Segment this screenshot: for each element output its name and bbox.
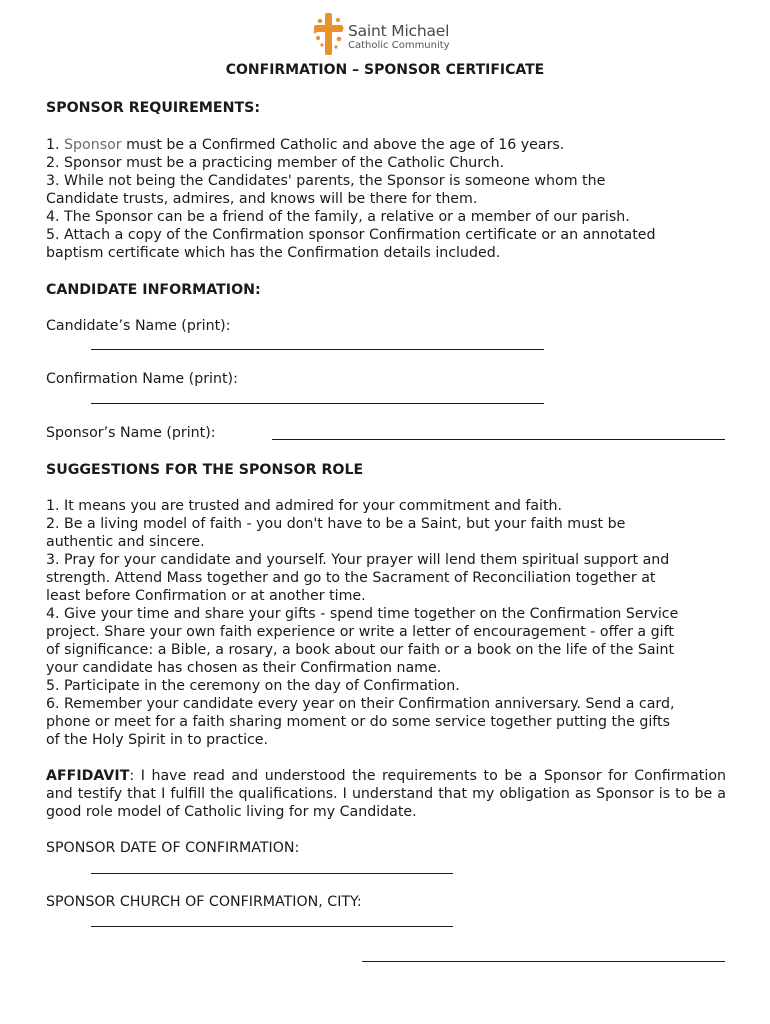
confirmation-name-label: Confirmation Name (print): (46, 371, 238, 387)
requirement-1-text: must be a Confirmed Catholic and above the age of 16 years. (121, 137, 565, 153)
suggestion-line: least before Confirmation or at another time. (46, 588, 366, 604)
date-of-confirmation-label: SPONSOR DATE OF CONFIRMATION: (46, 840, 300, 856)
affidavit-text: : I have read and understood the requirements to be a Sponsor for Confirmation and testify that I fulfill the qualifications. I understand that my obligation as Sponsor is to be a good role model of Catholic living for my Candidate. (46, 768, 726, 820)
suggestion-line: 2. Be a living model of faith - you don't have to be a Saint, but your faith must be (46, 516, 626, 532)
candidate-name-field[interactable] (91, 349, 544, 350)
requirement-line: 5. Attach a copy of the Confirmation sponsor Confirmation certificate or an annotated (46, 227, 656, 243)
suggestion-line: phone or meet for a faith sharing moment or do some service together putting the gifts (46, 714, 670, 730)
requirement-line: Candidate trusts, admires, and knows will be there for them. (46, 191, 478, 207)
affidavit-paragraph (46, 767, 726, 821)
church-of-confirmation-label: SPONSOR CHURCH OF CONFIRMATION, CITY: (46, 894, 362, 910)
candidate-name-label: Candidate’s Name (print): (46, 318, 231, 334)
logo-subtitle: Catholic Community (348, 40, 450, 51)
suggestion-line: 5. Participate in the ceremony on the day of Confirmation. (46, 678, 460, 694)
suggestion-line: 6. Remember your candidate every year on their Confirmation anniversary. Send a card, (46, 696, 675, 712)
affidavit-label: AFFIDAVIT (46, 768, 130, 784)
confirmation-name-field[interactable] (91, 403, 544, 404)
requirement-line: 4. The Sponsor can be a friend of the family, a relative or a member of our parish. (46, 209, 630, 225)
sponsor-name-field[interactable] (272, 439, 725, 440)
church-of-confirmation-field[interactable] (91, 926, 453, 927)
date-of-confirmation-field[interactable] (91, 873, 453, 874)
requirement-line: 2. Sponsor must be a practicing member of the Catholic Church. (46, 155, 505, 171)
suggestion-line: 4. Give your time and share your gifts - spend time together on the Confirmation Service (46, 606, 679, 622)
signature-line[interactable] (362, 961, 725, 962)
cross-icon (312, 12, 346, 56)
logo (312, 12, 462, 56)
requirement-1-number: 1. (46, 137, 65, 153)
requirements-heading: SPONSOR REQUIREMENTS: (46, 100, 261, 116)
sponsor-name-label: Sponsor’s Name (print): (46, 425, 216, 441)
suggestion-line: your candidate has chosen as their Confirmation name. (46, 660, 442, 676)
suggestion-line: authentic and sincere. (46, 534, 205, 550)
suggestion-line: 3. Pray for your candidate and yourself. Your prayer will lend them spiritual support and (46, 552, 670, 568)
requirement-line: baptism certificate which has the Confirmation details included. (46, 245, 501, 261)
suggestion-line: of the Holy Spirit in to practice. (46, 732, 269, 748)
suggestion-line: of significance: a Bible, a rosary, a book about our faith or a book on the life of the Saint (46, 642, 675, 658)
page-title: CONFIRMATION – SPONSOR CERTIFICATE (225, 62, 545, 78)
requirement-line: 3. While not being the Candidates' parents, the Sponsor is someone whom the (46, 173, 606, 189)
candidate-heading: CANDIDATE INFORMATION: (46, 282, 261, 298)
logo-name: Saint Michael (348, 22, 450, 40)
sponsor-word: Sponsor (64, 137, 122, 153)
requirement-item-1 (46, 136, 564, 154)
suggestion-line: 1. It means you are trusted and admired for your commitment and faith. (46, 498, 563, 514)
suggestion-line: project. Share your own faith experience or write a letter of encouragement - offer a gift (46, 624, 674, 640)
suggestions-heading: SUGGESTIONS FOR THE SPONSOR ROLE (46, 462, 364, 478)
suggestion-line: strength. Attend Mass together and go to the Sacrament of Reconciliation together at (46, 570, 656, 586)
